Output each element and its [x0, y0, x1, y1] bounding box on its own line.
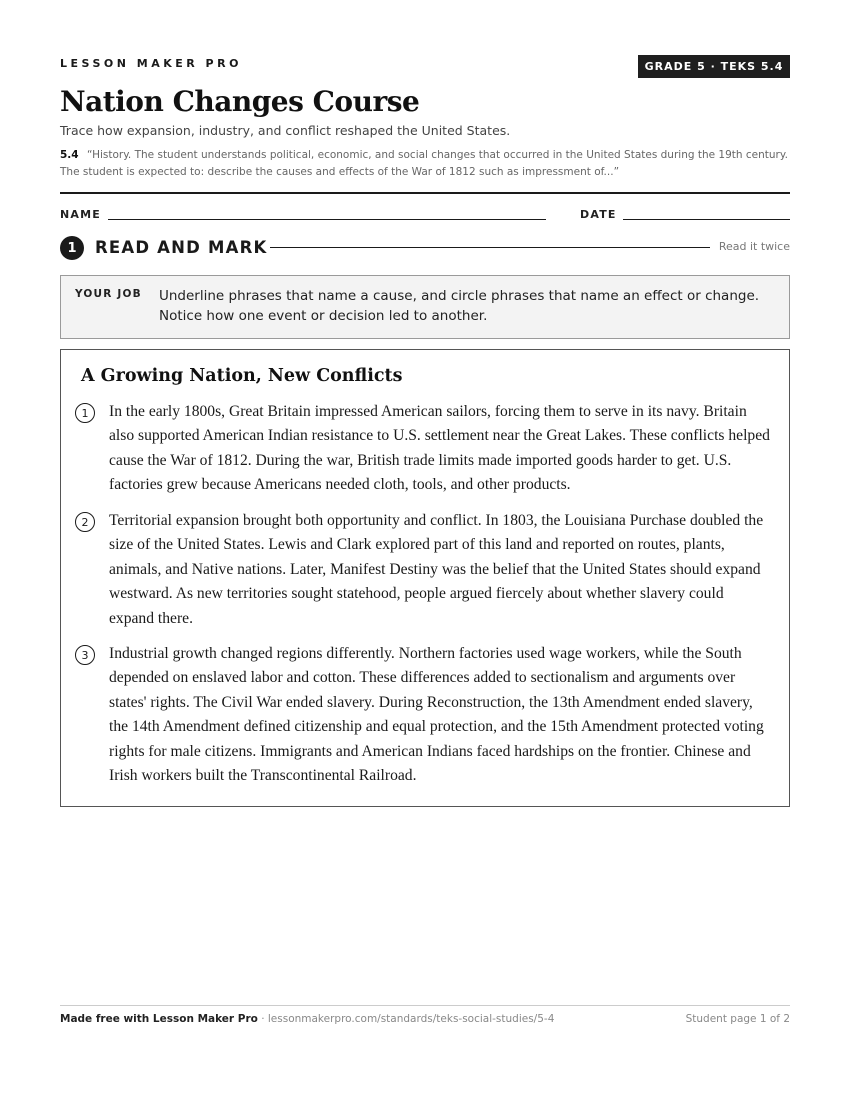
- footer-divider: [60, 1005, 790, 1006]
- date-label: DATE: [580, 208, 617, 221]
- job-label: YOUR JOB: [75, 288, 142, 300]
- page-title: Nation Changes Course: [60, 85, 420, 118]
- standard-description: [60, 147, 790, 180]
- paragraph-text: Industrial growth changed regions differently. Northern factories used wage workers, while the South depended on enslaved labor and cotton. These differences added to sectionalism and arguments over states' rights. The Civil War ended slavery. During Reconstruction, the 13th Amendment ended slavery, the 14th Amendment defined citizenship and equal protection, and the 15th Amendment protected voting rights for male citizens. Immigrants and American Indians faced hardships on the frontier. Chinese and Irish workers built the Transcontinental Railroad.: [109, 645, 764, 785]
- footer-page-number: Student page 1 of 2: [685, 1013, 790, 1025]
- grade-badge: GRADE 5 · TEKS 5.4: [638, 55, 790, 78]
- section-note: Read it twice: [718, 240, 790, 253]
- job-instructions: Underline phrases that name a cause, and circle phrases that name an effect or change. Notice how one event or decision led to another.: [159, 288, 760, 324]
- footer-url[interactable]: lessonmakerpro.com/standards/teks-social-studies/5-4: [267, 1013, 555, 1025]
- section-number-badge: 1: [60, 236, 84, 260]
- standard-text: “History. The student understands political, economic, and social changes that occurred in the United States during the 19th century. The student is expected to: describe the causes and effects of the War of 1812 such as impressment of...”: [60, 149, 788, 178]
- section-title: READ AND MARK: [95, 238, 268, 257]
- paragraph-number-badge: 1: [75, 403, 95, 423]
- paragraph-text: Territorial expansion brought both opportunity and conflict. In 1803, the Louisiana Purchase doubled the size of the United States. Lewis and Clark explored part of this land and reported on routes, plants, animals, and Native nations. Later, Manifest Destiny was the belief that the United States should expand westward. As new territories sought statehood, people argued fiercely about whether slavery could expand there.: [109, 512, 764, 627]
- brand-name: LESSON MAKER PRO: [60, 57, 242, 70]
- footer-credit: [60, 1013, 554, 1025]
- date-field[interactable]: [623, 219, 790, 220]
- header-divider: [60, 192, 790, 194]
- section-divider: [270, 247, 710, 248]
- standard-code: 5.4: [60, 149, 79, 161]
- name-label: NAME: [60, 208, 101, 221]
- paragraph-text: In the early 1800s, Great Britain impressed American sailors, forcing them to serve in its navy. Britain also supported American Indian resistance to U.S. settlement near the Great Lakes. These conflicts helped cause the War of 1812. During the war, British trade limits made imported goods harder to get. U.S. factories grew because Americans needed cloth, tools, and other products.: [109, 403, 770, 494]
- name-field[interactable]: [108, 219, 546, 220]
- page-subtitle: Trace how expansion, industry, and conflict reshaped the United States.: [60, 123, 511, 138]
- job-box: [60, 275, 790, 339]
- reading-title: A Growing Nation, New Conflicts: [81, 366, 403, 386]
- footer-separator: ·: [257, 1013, 268, 1025]
- paragraph-number-badge: 2: [75, 512, 95, 532]
- paragraph-number-badge: 3: [75, 645, 95, 665]
- footer-made-with: Made free with Lesson Maker Pro: [60, 1013, 258, 1025]
- reading-passage: [60, 349, 790, 807]
